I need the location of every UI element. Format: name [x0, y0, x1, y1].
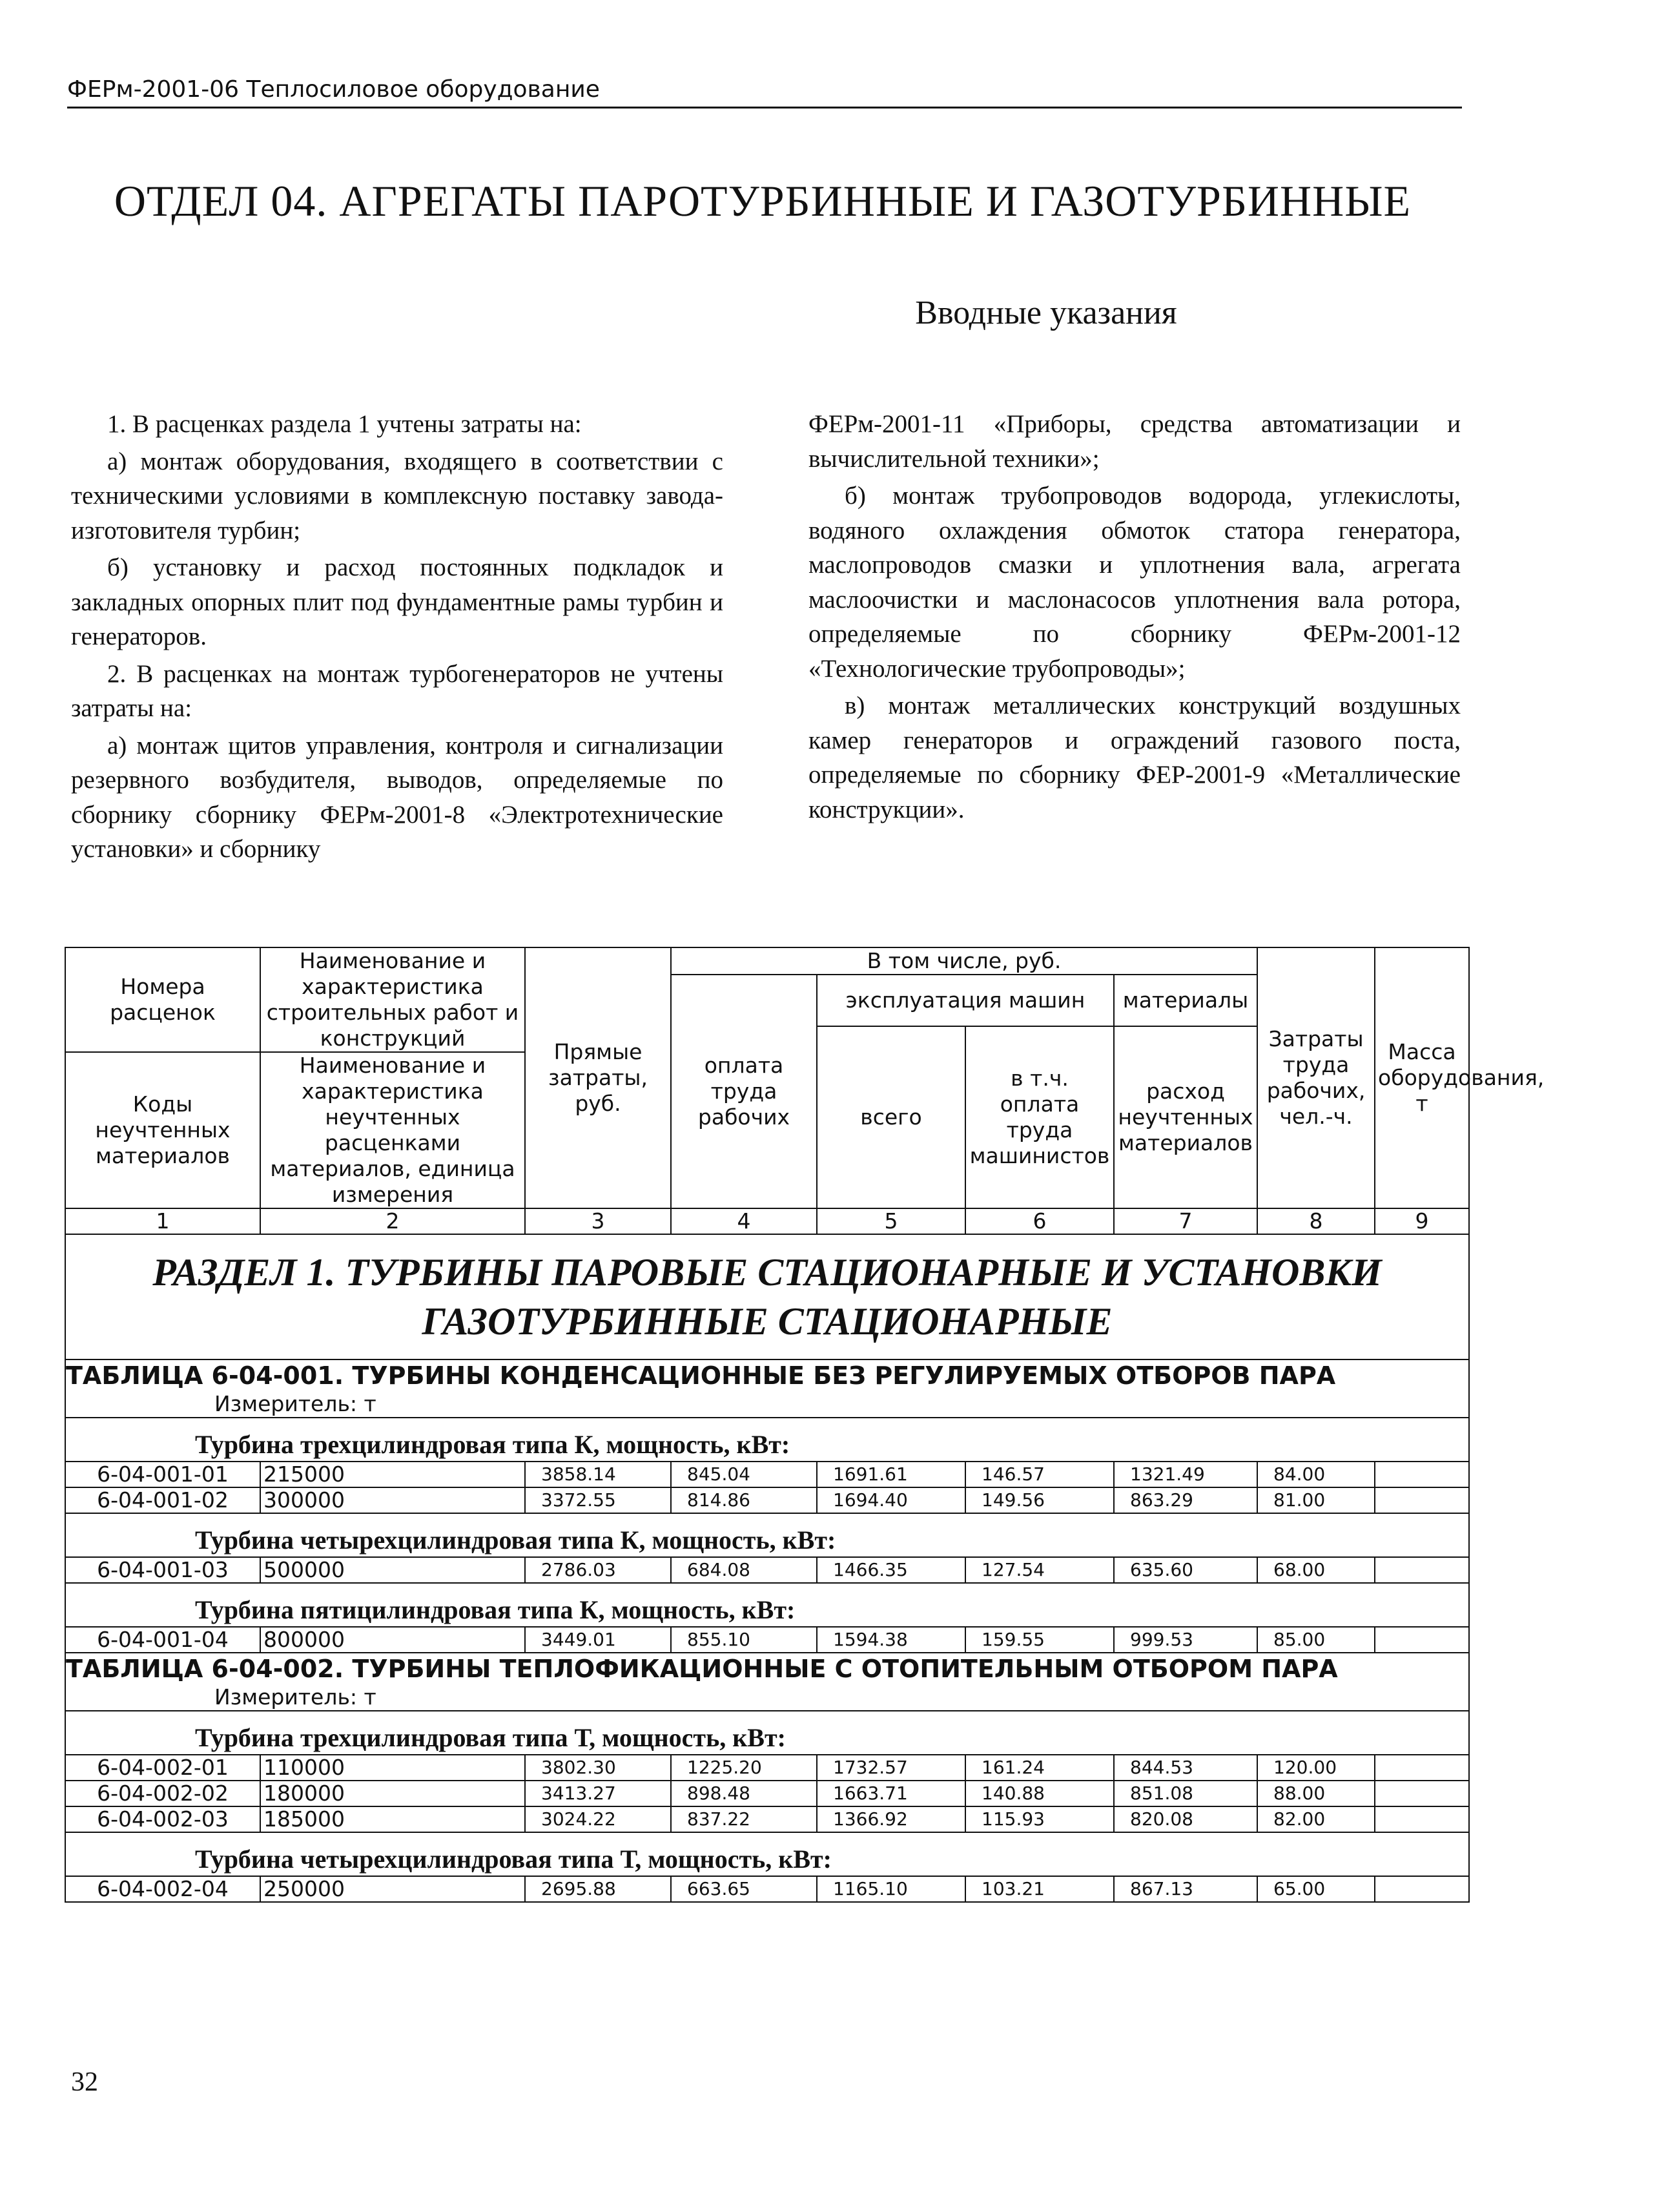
cell-c7: 844.53: [1114, 1755, 1257, 1781]
table-row: [65, 1781, 1469, 1806]
cell-c3: 3802.30: [525, 1755, 671, 1781]
table-row: [65, 1876, 1469, 1902]
cell-c3: 2786.03: [525, 1557, 671, 1583]
table-row: [65, 1487, 1469, 1513]
cell-c3: 2695.88: [525, 1876, 671, 1902]
table-row: [65, 1806, 1469, 1832]
rate-code: 6-04-001-04: [65, 1627, 260, 1653]
col-header-mass: Масса оборудования, т: [1375, 947, 1469, 1208]
col-number: 2: [260, 1208, 525, 1234]
cell-c4: 814.86: [671, 1487, 817, 1513]
cell-c8: 88.00: [1257, 1781, 1375, 1806]
cell-c6: 161.24: [965, 1755, 1114, 1781]
cell-c8: 68.00: [1257, 1557, 1375, 1583]
group-heading: Турбина трехцилиндровая типа Т, мощность, кВт:: [65, 1711, 1469, 1755]
cell-c6: 115.93: [965, 1806, 1114, 1832]
col-number: 1: [65, 1208, 260, 1234]
paragraph: а) монтаж оборудования, входящего в соответствии с техническими условиями в комплексную поставку завода-изготовителя турбин;: [71, 447, 723, 544]
table-meter-row: [65, 1684, 1469, 1711]
cell-c6: 103.21: [965, 1876, 1114, 1902]
cell-c7: 999.53: [1114, 1627, 1257, 1653]
col-header-machines: эксплуатация машин: [817, 975, 1114, 1026]
cell-c5: 1694.40: [817, 1487, 965, 1513]
intro-right-column: [808, 407, 1461, 829]
cell-c4: 898.48: [671, 1781, 817, 1806]
col-header-total: всего: [817, 1026, 965, 1208]
cell-c7: 820.08: [1114, 1806, 1257, 1832]
running-header: ФЕРм-2001-06 Теплосиловое оборудование: [67, 76, 1462, 109]
rate-name: 185000: [260, 1806, 525, 1832]
group-heading-row: [65, 1832, 1469, 1876]
cell-c4: 1225.20: [671, 1755, 817, 1781]
cell-c4: 837.22: [671, 1806, 817, 1832]
group-heading: Турбина четырехцилиндровая типа К, мощность, кВт:: [65, 1513, 1469, 1557]
col-header-wages: оплата труда рабочих: [671, 975, 817, 1208]
group-heading: Турбина пятицилиндровая типа К, мощность, кВт:: [65, 1583, 1469, 1627]
col-number: 7: [1114, 1208, 1257, 1234]
cell-c4: 855.10: [671, 1627, 817, 1653]
col-header-rates: Номера расценок: [65, 947, 260, 1052]
cell-c5: 1366.92: [817, 1806, 965, 1832]
col-header-unaccounted-materials: расход неучтенных материалов: [1114, 1026, 1257, 1208]
intro-left-column: [71, 407, 723, 869]
cell-c7: 863.29: [1114, 1487, 1257, 1513]
table-row: [65, 1627, 1469, 1653]
table-meter: Измеритель: т: [65, 1391, 1469, 1418]
col-header-material-name: Наименование и характеристика неучтенных расценками материалов, единица измерения: [260, 1052, 525, 1208]
rate-code: 6-04-002-03: [65, 1806, 260, 1832]
paragraph: 1. В расценках раздела 1 учтены затраты на:: [107, 410, 582, 438]
cell-c6: 140.88: [965, 1781, 1114, 1806]
col-header-including: В том числе, руб.: [671, 947, 1257, 975]
col-number: 3: [525, 1208, 671, 1234]
col-number: 6: [965, 1208, 1114, 1234]
paragraph: а) монтаж щитов управления, контроля и сигнализации резервного возбудителя, выводов, определяемые по сборнику сборнику ФЕРм-2001-8 «Электротехнические установки» и сборнику: [71, 731, 723, 863]
price-table: [65, 947, 1545, 1903]
rate-code: 6-04-002-02: [65, 1781, 260, 1806]
cell-c7: 635.60: [1114, 1557, 1257, 1583]
cell-c9: [1375, 1806, 1469, 1832]
table-row: [65, 1462, 1469, 1487]
col-header-machinist-wages: в т.ч. оплата труда машинистов: [965, 1026, 1114, 1208]
rate-name: 180000: [260, 1781, 525, 1806]
cell-c8: 85.00: [1257, 1627, 1375, 1653]
rate-name: 800000: [260, 1627, 525, 1653]
cell-c8: 120.00: [1257, 1755, 1375, 1781]
cell-c8: 82.00: [1257, 1806, 1375, 1832]
paragraph: ФЕРм-2001-11 «Приборы, средства автоматизации и вычислительной техники»;: [808, 410, 1461, 473]
cell-c5: 1732.57: [817, 1755, 965, 1781]
page-number: 32: [71, 2067, 98, 2097]
col-header-materials: материалы: [1114, 975, 1257, 1026]
col-number: 5: [817, 1208, 965, 1234]
rate-name: 500000: [260, 1557, 525, 1583]
rate-name: 215000: [260, 1462, 525, 1487]
paragraph: б) установку и расход постоянных подкладок и закладных опорных плит под фундаментные рамы турбин и генераторов.: [71, 553, 723, 650]
group-heading-row: [65, 1711, 1469, 1755]
col-number: 9: [1375, 1208, 1469, 1234]
cell-c9: [1375, 1462, 1469, 1487]
cell-c5: 1594.38: [817, 1627, 965, 1653]
cell-c3: 3372.55: [525, 1487, 671, 1513]
col-number: 8: [1257, 1208, 1375, 1234]
table-meter: Измеритель: т: [65, 1684, 1469, 1711]
cell-c4: 845.04: [671, 1462, 817, 1487]
intro-title: Вводные указания: [915, 295, 1177, 331]
cell-c6: 149.56: [965, 1487, 1114, 1513]
cell-c3: 3858.14: [525, 1462, 671, 1487]
col-header-material-codes: Коды неучтенных материалов: [65, 1052, 260, 1208]
paragraph: б) монтаж трубопроводов водорода, углекислоты, водяного охлаждения обмоток статора генератора, маслопроводов смазки и уплотнения вала, агрегата маслоочистки и маслонасосов уплотнения вала ротора, определяемые по сборнику ФЕРм-2001-12 «Технологические трубопроводы»;: [808, 482, 1461, 683]
rate-name: 300000: [260, 1487, 525, 1513]
group-heading-row: [65, 1418, 1469, 1462]
rate-name: 110000: [260, 1755, 525, 1781]
section-heading: РАЗДЕЛ 1. ТУРБИНЫ ПАРОВЫЕ СТАЦИОНАРНЫЕ И УСТАНОВКИ ГАЗОТУРБИННЫЕ СТАЦИОНАРНЫЕ: [65, 1234, 1469, 1359]
table-title: ТАБЛИЦА 6-04-002. ТУРБИНЫ ТЕПЛОФИКАЦИОННЫЕ С ОТОПИТЕЛЬНЫМ ОТБОРОМ ПАРА: [65, 1653, 1469, 1684]
table-meter-row: [65, 1391, 1469, 1418]
col-header-labor-hours: Затраты труда рабочих, чел.-ч.: [1257, 947, 1375, 1208]
cell-c6: 146.57: [965, 1462, 1114, 1487]
cell-c7: 867.13: [1114, 1876, 1257, 1902]
cell-c5: 1165.10: [817, 1876, 965, 1902]
cell-c9: [1375, 1487, 1469, 1513]
cell-c7: 1321.49: [1114, 1462, 1257, 1487]
table-title: ТАБЛИЦА 6-04-001. ТУРБИНЫ КОНДЕНСАЦИОННЫЕ БЕЗ РЕГУЛИРУЕМЫХ ОТБОРОВ ПАРА: [65, 1359, 1469, 1391]
table-row: [65, 1755, 1469, 1781]
col-header-work-name: Наименование и характеристика строительных работ и конструкций: [260, 947, 525, 1052]
group-heading-row: [65, 1513, 1469, 1557]
cell-c5: 1691.61: [817, 1462, 965, 1487]
group-heading: Турбина трехцилиндровая типа К, мощность, кВт:: [65, 1418, 1469, 1462]
section-title: ОТДЕЛ 04. АГРЕГАТЫ ПАРОТУРБИННЫЕ И ГАЗОТУРБИННЫЕ: [114, 176, 1412, 225]
table-title-row: [65, 1653, 1469, 1684]
cell-c6: 159.55: [965, 1627, 1114, 1653]
cell-c4: 684.08: [671, 1557, 817, 1583]
table-row: [65, 1557, 1469, 1583]
col-header-direct-costs: Прямые затраты, руб.: [525, 947, 671, 1208]
cell-c9: [1375, 1557, 1469, 1583]
cell-c8: 84.00: [1257, 1462, 1375, 1487]
rate-code: 6-04-001-01: [65, 1462, 260, 1487]
cell-c9: [1375, 1781, 1469, 1806]
cell-c8: 81.00: [1257, 1487, 1375, 1513]
rate-code: 6-04-001-03: [65, 1557, 260, 1583]
paragraph: 2. В расценках на монтаж турбогенераторов не учтены затраты на:: [71, 659, 723, 722]
group-heading-row: [65, 1583, 1469, 1627]
cell-c6: 127.54: [965, 1557, 1114, 1583]
group-heading: Турбина четырехцилиндровая типа Т, мощность, кВт:: [65, 1832, 1469, 1876]
cell-c5: 1466.35: [817, 1557, 965, 1583]
paragraph: в) монтаж металлических конструкций воздушных камер генераторов и ограждений газового поста, определяемые по сборнику ФЕР-2001-9 «Металлические конструкции».: [808, 692, 1461, 823]
cell-c9: [1375, 1627, 1469, 1653]
rate-name: 250000: [260, 1876, 525, 1902]
cell-c3: 3024.22: [525, 1806, 671, 1832]
cell-c4: 663.65: [671, 1876, 817, 1902]
cell-c8: 65.00: [1257, 1876, 1375, 1902]
cell-c3: 3413.27: [525, 1781, 671, 1806]
cell-c3: 3449.01: [525, 1627, 671, 1653]
col-number: 4: [671, 1208, 817, 1234]
cell-c9: [1375, 1755, 1469, 1781]
rate-code: 6-04-001-02: [65, 1487, 260, 1513]
cell-c9: [1375, 1876, 1469, 1902]
table-title-row: [65, 1359, 1469, 1391]
rate-code: 6-04-002-01: [65, 1755, 260, 1781]
cell-c5: 1663.71: [817, 1781, 965, 1806]
rate-code: 6-04-002-04: [65, 1876, 260, 1902]
cell-c7: 851.08: [1114, 1781, 1257, 1806]
